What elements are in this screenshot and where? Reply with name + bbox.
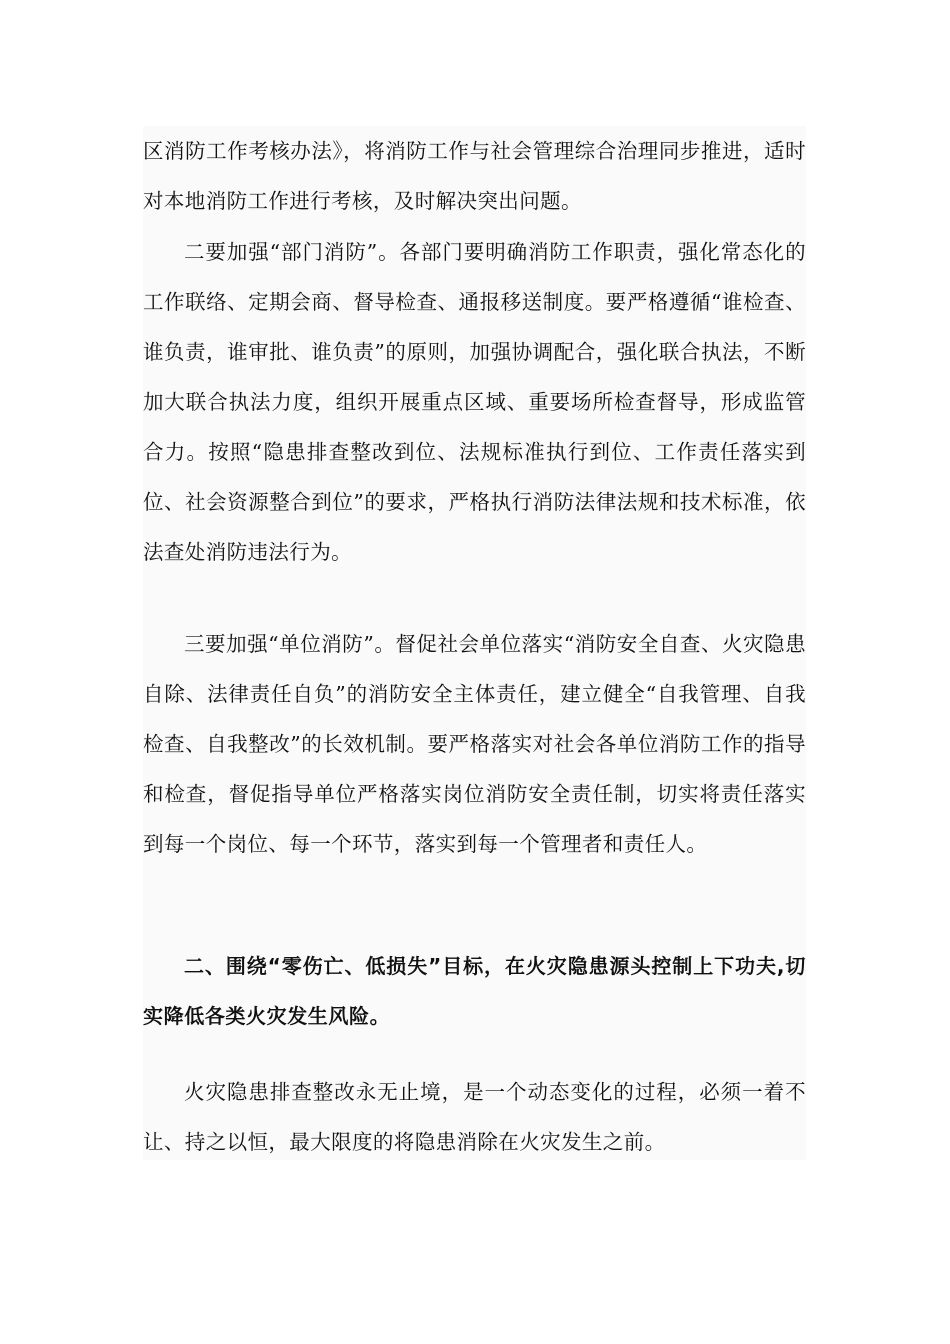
paragraph-unit-fire-safety: 三要加强“单位消防”。督促社会单位落实“消防安全自查、火灾隐患自除、法律责任自负”的消防安全主体责任，建立健全“自我管理、自我检查、自我整改”的长效机制。要严格落实对社会各单位消防工作的指导和检查，督促指导单位严格落实岗位消防安全责任制，切实将责任落实到每一个岗位、每一个环节，落实到每一个管理者和责任人。 [143, 632, 806, 856]
paragraph-hazard-rectification: 火灾隐患排查整改永无止境，是一个动态变化的过程，必须一着不让、持之以恒，最大限度的将隐患消除在火灾发生之前。 [143, 1080, 806, 1154]
document-page [143, 126, 806, 1160]
section-heading: 二、围绕“零伤亡、低损失”目标，在火灾隐患源头控制上下功夫,切实降低各类火灾发生风险。 [143, 954, 806, 1028]
paragraph-continuation: 区消防工作考核办法》，将消防工作与社会管理综合治理同步推进，适时对本地消防工作进行考核，及时解决突出问题。 [143, 139, 806, 213]
paragraph-department-fire-safety: 二要加强“部门消防”。各部门要明确消防工作职责，强化常态化的工作联络、定期会商、督导检查、通报移送制度。要严格遵循“谁检查、谁负责，谁审批、谁负责”的原则，加强协调配合，强化联合执法，不断加大联合执法力度，组织开展重点区域、重要场所检查督导，形成监管合力。按照“隐患排查整改到位、法规标准执行到位、工作责任落实到位、社会资源整合到位”的要求，严格执行消防法律法规和技术标准，依法查处消防违法行为。 [143, 240, 806, 564]
